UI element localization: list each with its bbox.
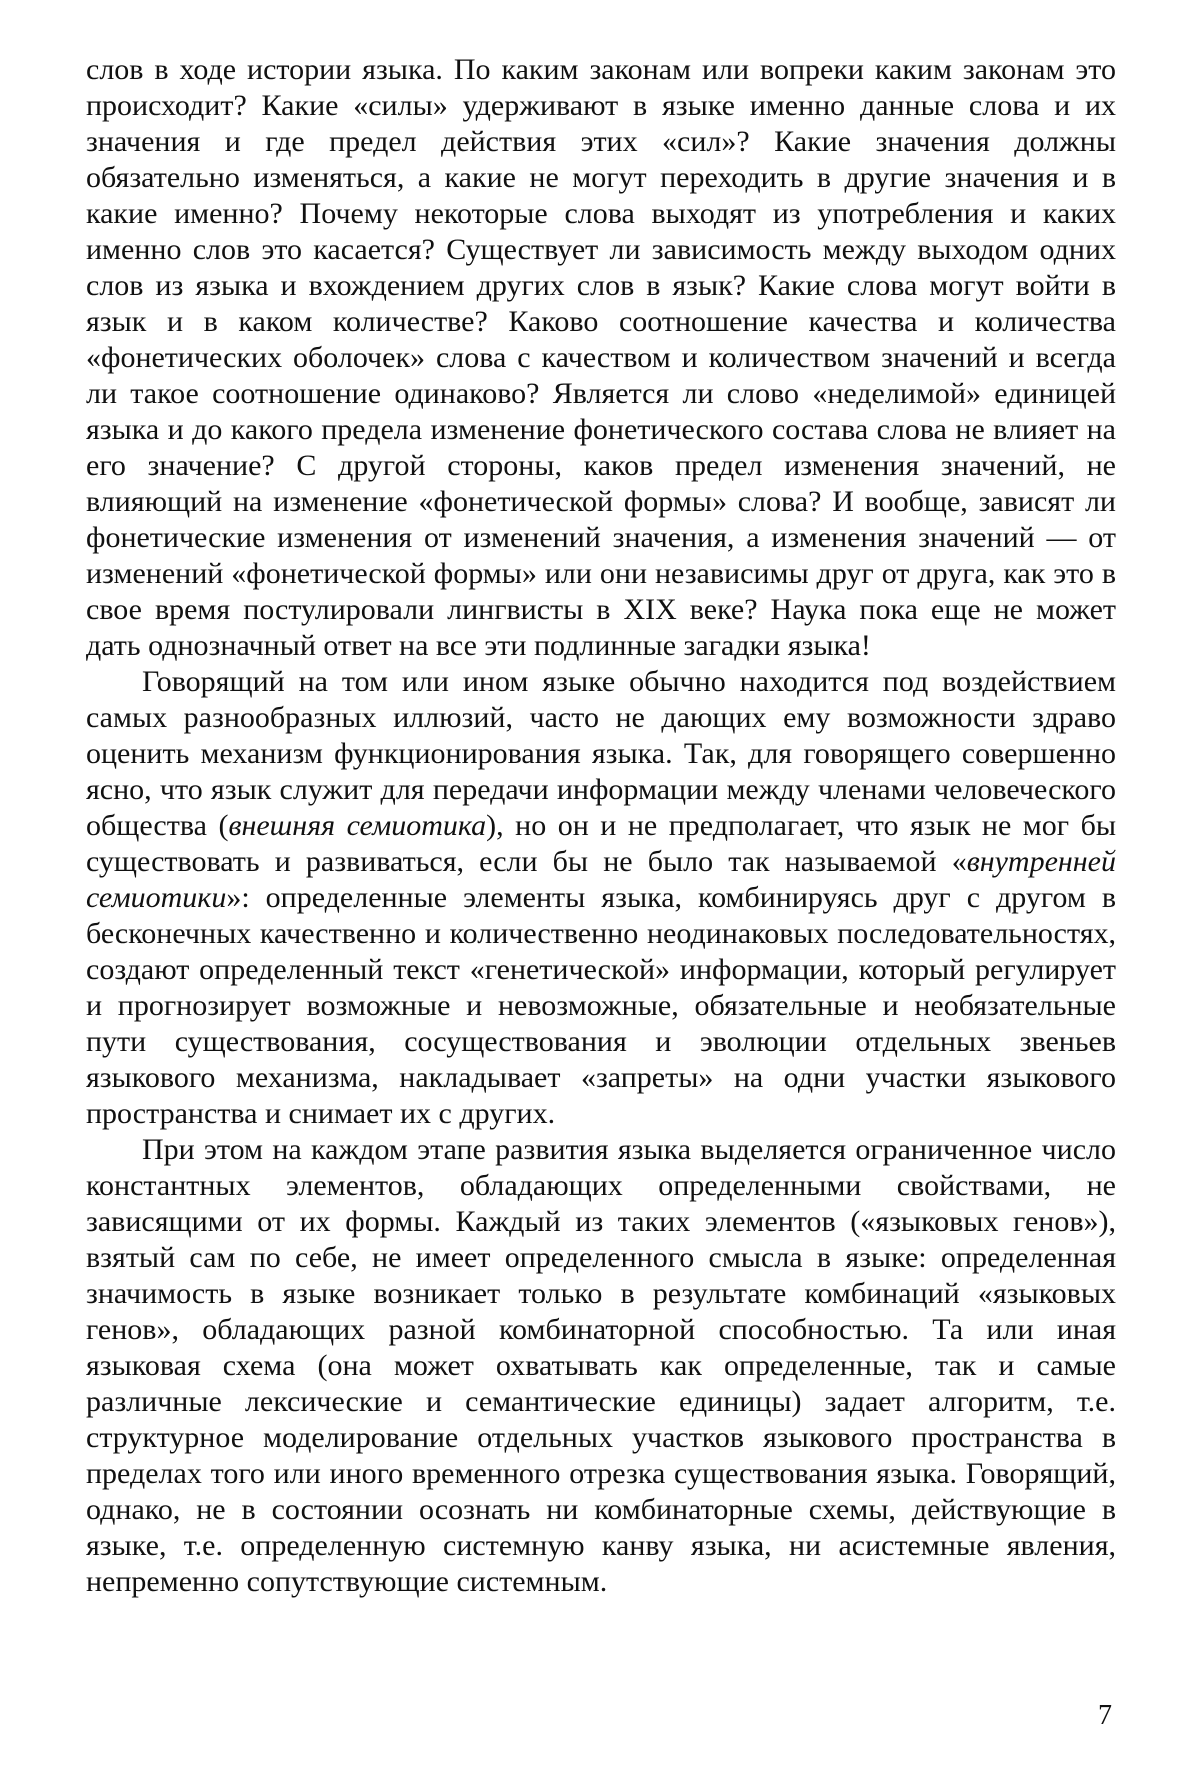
term-internal-semiotics: внутренней семиотики [86, 845, 1116, 914]
paragraph-2 [86, 664, 1116, 1132]
paragraph-2-text-a: Говорящий на том или ином языке обычно находится под воздействием самых разнообразных иллюзий, часто не дающих ему возможности здраво оценить механизм функционирования языка. Так, для говорящего совершенно ясно, что язык служит для передачи информации между членами человеческого общества ( [86, 665, 1116, 842]
term-external-semiotics: внешняя семиотика [228, 809, 487, 842]
paragraph-2-text-b: ), но он и не предполагает, что язык не мог бы существовать и развиваться, если бы не было так называемой « [86, 809, 1116, 878]
paragraph-2-text-c: »: определенные элементы языка, комбинируясь друг с другом в бесконечных качественно и количественно неодинаковых последовательностях, создают определенный текст «генетической» информации, который регулирует и прогнозирует возможные и невозможные, обязательные и необязательные пути существования, сосуществования и эволюции отдельных звеньев языкового механизма, накладывает «запреты» на одни участки языкового пространства и снимает их с других. [86, 881, 1116, 1130]
paragraph-3: При этом на каждом этапе развития языка выделяется ограниченное число константных элементов, обладающих определенными свойствами, не зависящими от их формы. Каждый из таких элементов («языковых генов»), взятый сам по себе, не имеет определенного смысла в языке: определенная значимость в языке возникает только в результате комбинаций «языковых генов», обладающих разной комбинаторной способностью. Та или иная языковая схема (она может охватывать как определенные, так и самые различные лексические и семантические единицы) задает алгоритм, т.е. структурное моделирование отдельных участков языкового пространства в пределах того или иного временного отрезка существования языка. Говорящий, однако, не в состоянии осознать ни комбинаторные схемы, действующие в языке, т.е. определенную системную канву языка, ни асистемные явления, непременно сопутствующие системным. [86, 1133, 1116, 1598]
page-number: 7 [1098, 1700, 1112, 1731]
paragraph-1: слов в ходе истории языка. По каким законам или вопреки каким законам это происходит? Какие «силы» удерживают в языке именно данные слова и их значения и где предел действия этих «сил»? Какие значения должны обязательно изменяться, а какие не могут переходить в другие значения и в какие именно? Почему некоторые слова выходят из употребления и каких именно слов это касается? Существует ли зависимость между выходом одних слов из языка и вхождением других слов в язык? Какие слова могут войти в язык и в каком количестве? Каково соотношение качества и количества «фонетических оболочек» слова с качеством и количеством значений и всегда ли такое соотношение одинаково? Является ли слово «неделимой» единицей языка и до какого предела изменение фонетического состава слова не влияет на его значение? С другой стороны, каков предел изменения значений, не влияющий на изменение «фонетической формы» слова? И вообще, зависят ли фонетические изменения от изменений значения, а изменения значений — от изменений «фонетической формы» или они независимы друг от друга, как это в свое время постулировали лингвисты в XIX веке? Наука пока еще не может дать однозначный ответ на все эти подлинные загадки языка! [86, 53, 1116, 662]
page-body [86, 52, 1116, 1600]
